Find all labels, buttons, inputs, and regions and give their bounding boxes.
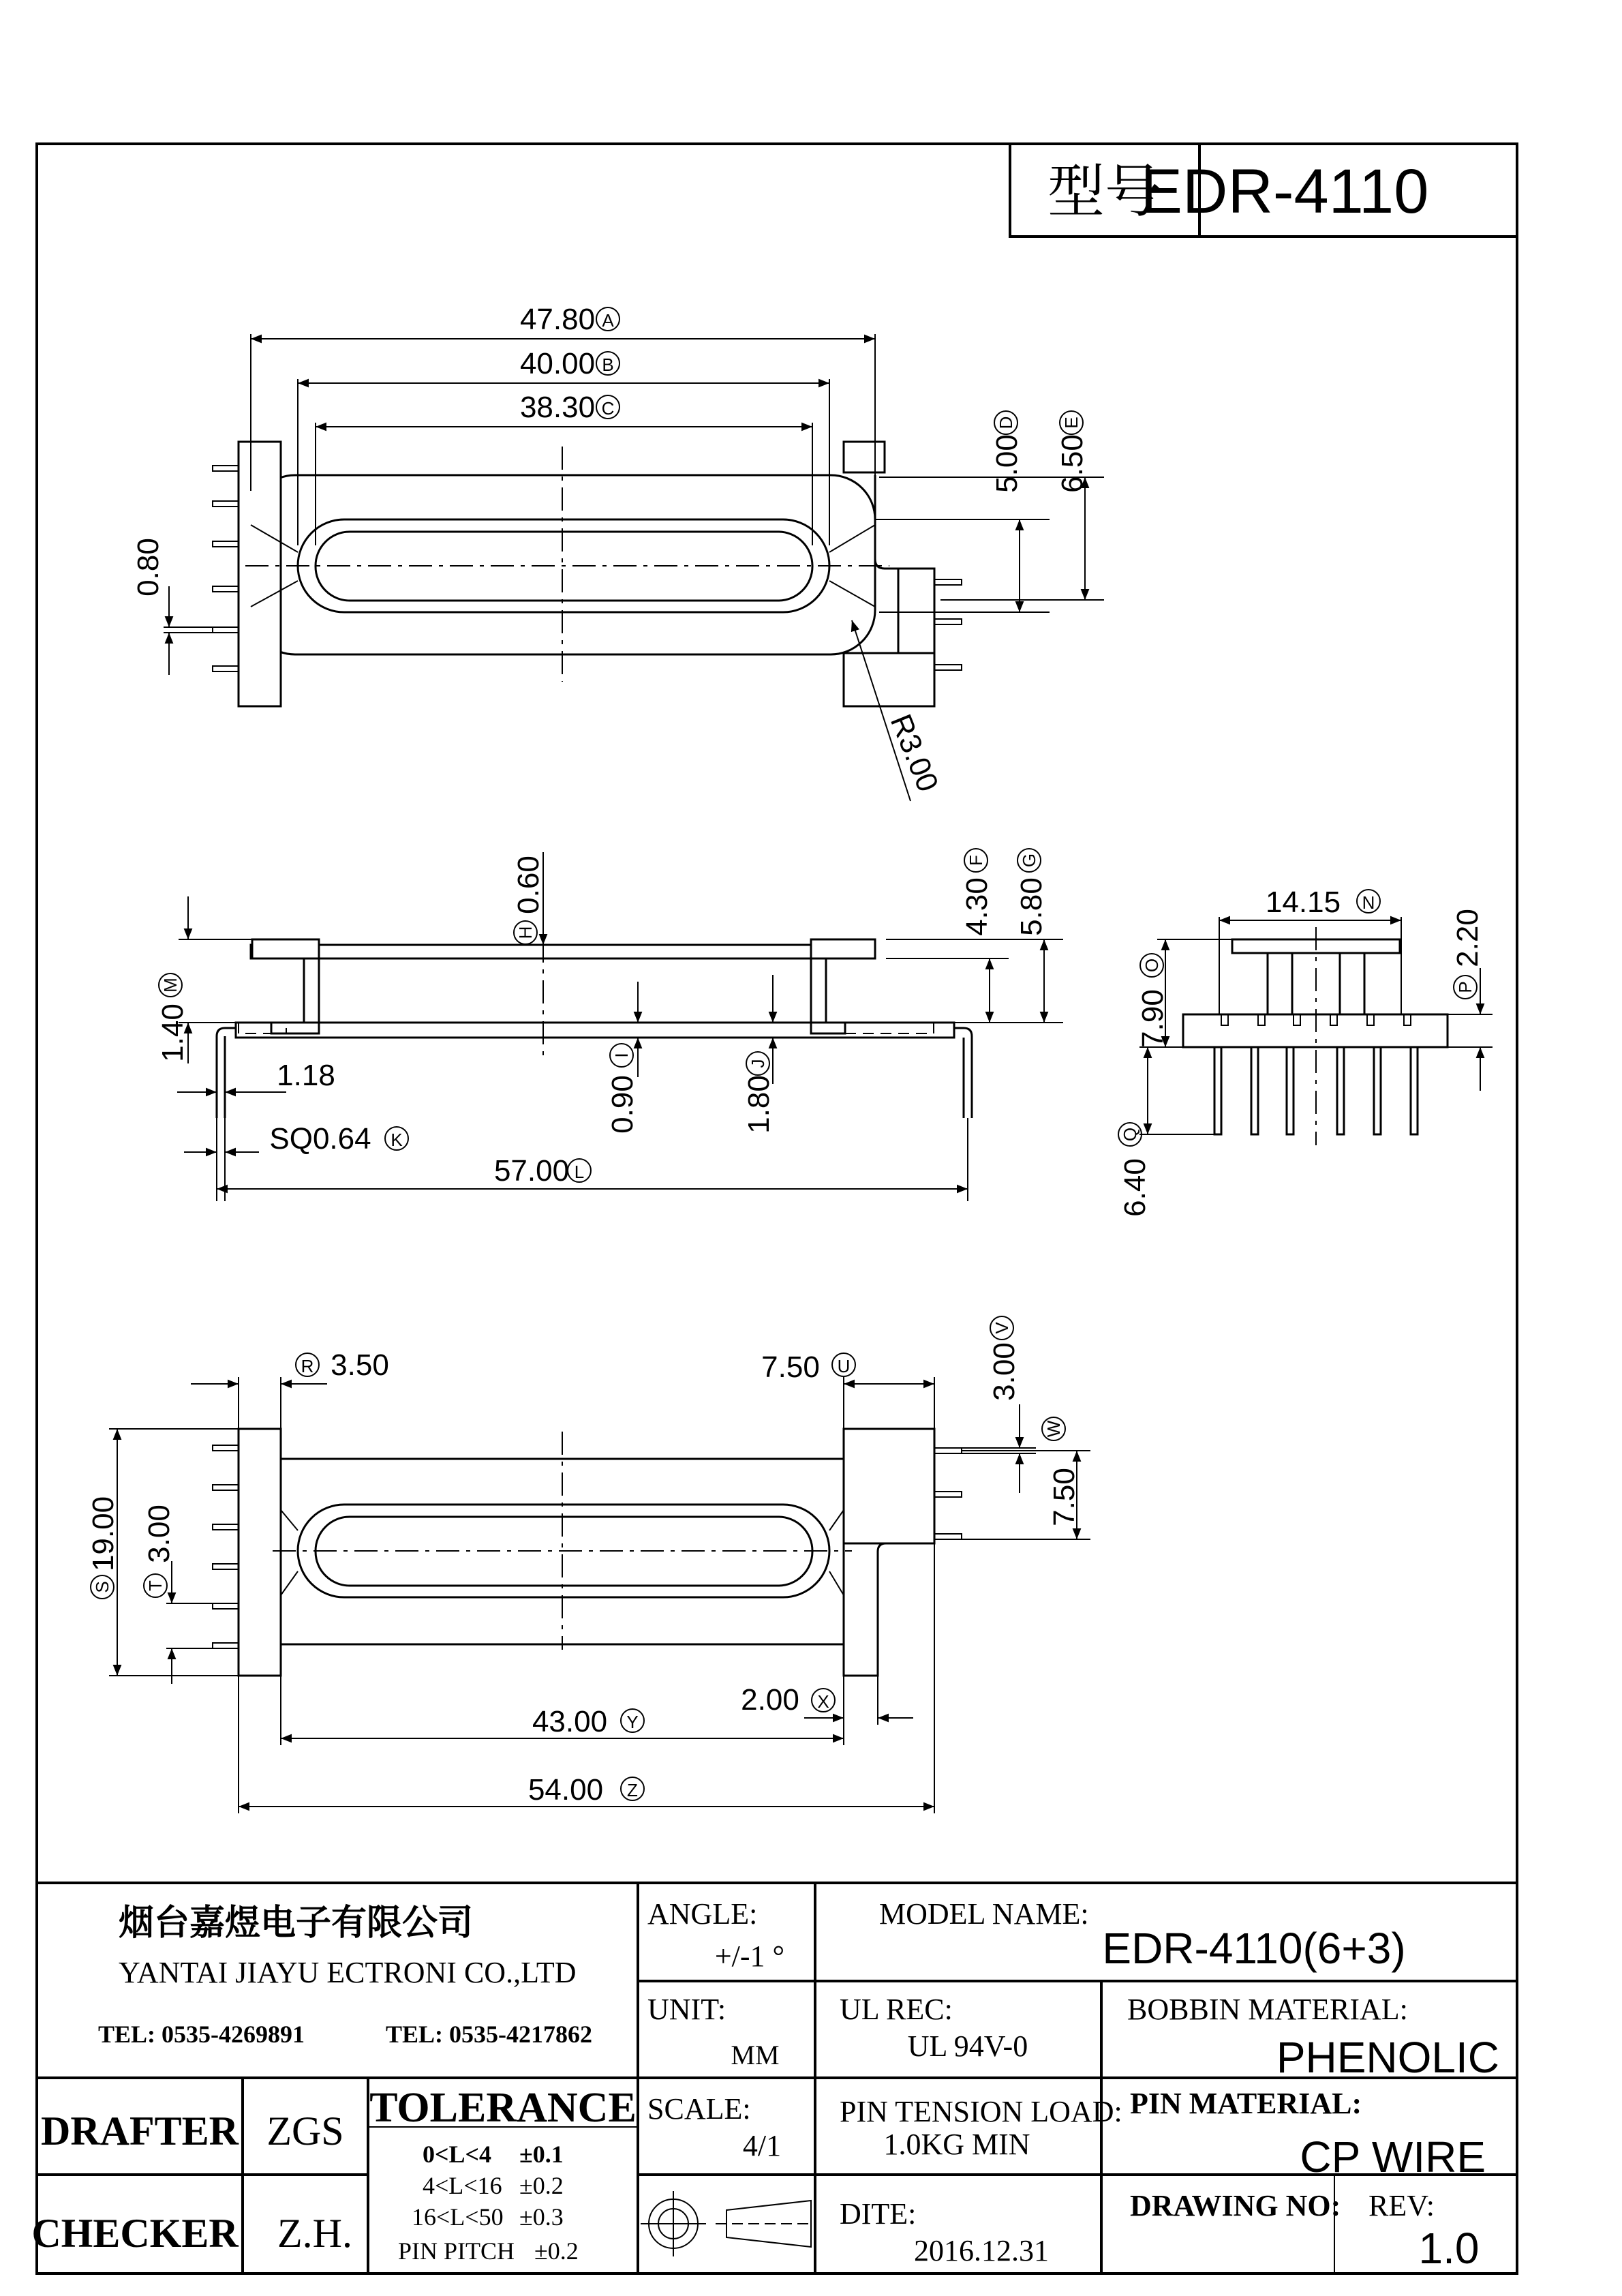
dim-I-value: 0.90 [606, 1075, 639, 1134]
dim-Y-tag: Y [626, 1712, 639, 1732]
date-label: DITE: [840, 2197, 917, 2231]
dim-S-value: 19.00 [87, 1496, 120, 1572]
bottom-view [87, 1316, 1090, 1813]
dim-pin-offset: 1.18 [277, 1059, 335, 1092]
title-block [31, 1883, 1517, 2274]
dim-C-tag: C [601, 398, 615, 419]
dim-G-value: 5.80 [1015, 877, 1048, 936]
drawing-no-label: DRAWING NO: [1130, 2189, 1341, 2222]
dim-F-value: 4.30 [960, 877, 994, 936]
checker-label: CHECKER [31, 2211, 239, 2256]
dim-M-value: 1.40 [156, 1003, 189, 1062]
side-base [236, 1023, 954, 1038]
top-left-flange [239, 442, 281, 706]
pin-tension-label: PIN TENSION LOAD: [840, 2095, 1122, 2128]
dim-Y-value: 43.00 [532, 1705, 608, 1738]
side-top-flange [251, 945, 875, 958]
drafter-value: ZGS [266, 2109, 344, 2154]
company-cn: 烟台嘉煜电子有限公司 [119, 1904, 474, 1943]
bobbin-label: BOBBIN MATERIAL: [1127, 1993, 1408, 2026]
dim-R-value: 3.50 [331, 1348, 389, 1382]
tel-1: TEL: 0535-4269891 [98, 2021, 305, 2048]
pin-pitch-label: PIN PITCH [398, 2237, 515, 2265]
pin-pitch-value: ±0.2 [534, 2237, 579, 2265]
dim-G-tag: G [1019, 853, 1039, 868]
dim-M-tag: M [160, 978, 181, 993]
company-en: YANTAI JIAYU ECTRONI CO.,LTD [119, 1956, 577, 1989]
dim-Q-value: 6.40 [1118, 1158, 1152, 1217]
bottom-left-pins [213, 1445, 239, 1648]
dim-K-value: SQ0.64 [269, 1122, 371, 1155]
tel-2: TEL: 0535-4217862 [386, 2021, 593, 2048]
dim-J-tag: J [748, 1059, 768, 1068]
dim-V-value: 3.00 [988, 1342, 1021, 1401]
tol-range-2: 16<L<50 [412, 2203, 504, 2231]
rev-label: REV: [1368, 2189, 1435, 2222]
end-view [1118, 886, 1493, 1217]
rev-value: 1.0 [1418, 2224, 1480, 2273]
ul-value: UL 94V-0 [907, 2029, 1028, 2063]
dim-pin-width: 0.80 [132, 538, 165, 596]
projection-symbol-icon [641, 2191, 811, 2256]
bobbin-value: PHENOLIC [1276, 2033, 1499, 2082]
dim-L-tag: L [574, 1162, 585, 1182]
dim-O-value: 7.90 [1136, 989, 1169, 1048]
dim-W-tag: W [1043, 1420, 1064, 1438]
model-name-value: EDR-4110(6+3) [1102, 1924, 1406, 1973]
dim-H-value: 0.60 [512, 856, 545, 914]
unit-value: MM [731, 2040, 780, 2070]
drafter-label: DRAFTER [40, 2109, 239, 2154]
dim-N-value: 14.15 [1265, 886, 1341, 919]
top-view [132, 303, 1104, 801]
date-value: 2016.12.31 [914, 2234, 1049, 2267]
dim-U-tag: U [837, 1356, 851, 1376]
scale-label: SCALE: [647, 2092, 751, 2126]
dim-F-tag: F [966, 855, 986, 866]
tol-value-2: ±0.3 [519, 2203, 564, 2231]
tolerance-title: TOLERANCE [369, 2085, 637, 2131]
pin-material-value: CP WIRE [1300, 2132, 1486, 2181]
checker-value: Z.H. [277, 2211, 352, 2256]
unit-label: UNIT: [647, 1993, 726, 2026]
dim-R-tag: R [301, 1356, 314, 1376]
dim-O-tag: O [1142, 958, 1162, 973]
tol-range-0: 0<L<4 [423, 2141, 492, 2168]
dim-P-tag: P [1455, 981, 1475, 993]
dim-B-value: 40.00 [519, 347, 596, 380]
dim-X-tag: X [817, 1691, 829, 1712]
dim-C-value: 38.30 [519, 391, 596, 424]
top-right-base [844, 653, 934, 706]
dim-Z-value: 54.00 [527, 1773, 604, 1807]
dim-Q-tag: Q [1120, 1127, 1140, 1142]
model-header [1010, 144, 1517, 237]
dim-S-tag: S [92, 1581, 112, 1593]
model-label: 型号 [1047, 161, 1163, 224]
angle-label: ANGLE: [647, 1897, 758, 1931]
dim-E-value: 6.50 [1056, 434, 1089, 493]
side-right-pin [954, 1028, 972, 1118]
tol-value-1: ±0.2 [519, 2172, 564, 2199]
top-left-pins [213, 466, 239, 671]
model-value: EDR-4110 [1140, 157, 1429, 226]
dim-D-tag: D [996, 416, 1016, 429]
side-view [156, 849, 1063, 1201]
bottom-right-pins [934, 1448, 962, 1539]
dim-B-tag: B [602, 354, 614, 375]
pin-material-label: PIN MATERIAL: [1130, 2087, 1362, 2120]
bottom-left-flange [239, 1429, 281, 1676]
dim-U-value: 7.50 [761, 1350, 820, 1384]
model-name-label: MODEL NAME: [879, 1897, 1089, 1931]
dim-V-tag: V [992, 1322, 1012, 1334]
dim-E-tag: E [1061, 417, 1082, 429]
dim-Z-tag: Z [627, 1780, 638, 1800]
angle-value: +/-1 ° [714, 1939, 785, 1973]
dim-A-value: 47.80 [519, 303, 596, 336]
dim-T-value: 3.00 [142, 1505, 176, 1563]
dim-N-tag: N [1362, 892, 1375, 913]
side-left-pin [217, 1028, 236, 1118]
bottom-right-flange [844, 1429, 934, 1543]
dim-D-value: 5.00 [990, 434, 1024, 493]
ul-label: UL REC: [840, 1993, 953, 2026]
scale-value: 4/1 [742, 2129, 782, 2162]
dim-H-tag: H [515, 926, 536, 939]
tol-range-1: 4<L<16 [423, 2172, 502, 2199]
dim-W-value: 7.50 [1047, 1468, 1081, 1526]
top-right-pins [934, 579, 962, 670]
dim-K-tag: K [391, 1130, 403, 1150]
dim-L-value: 57.00 [493, 1154, 570, 1188]
dim-J-value: 1.80 [742, 1075, 776, 1134]
dim-X-value: 2.00 [741, 1683, 799, 1717]
dim-A-tag: A [602, 310, 614, 331]
dim-T-tag: T [145, 1580, 166, 1591]
pin-tension-value: 1.0KG MIN [883, 2128, 1030, 2161]
dim-P-value: 2.20 [1451, 909, 1484, 967]
dim-radius: R3.00 [883, 709, 945, 797]
top-right-flange [844, 442, 885, 472]
tol-value-0: ±0.1 [519, 2141, 564, 2168]
dim-I-tag: I [611, 1053, 632, 1058]
